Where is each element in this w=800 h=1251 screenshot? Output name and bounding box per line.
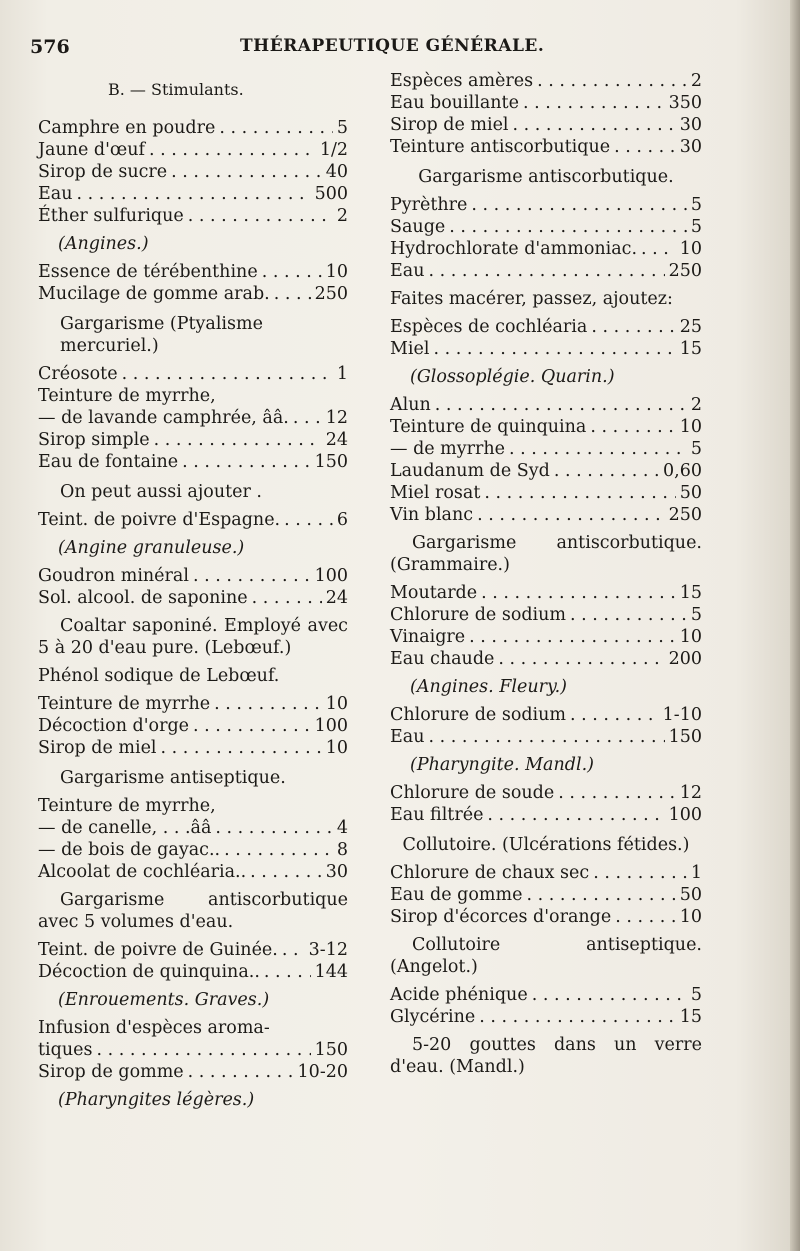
leader-dots — [523, 92, 665, 114]
ingredient-quantity: 25 — [679, 317, 702, 337]
ingredient-quantity: 12 — [325, 408, 348, 428]
leader-dots — [570, 704, 659, 726]
ingredient-row — [38, 205, 348, 227]
ingredient-quantity: 5 — [690, 217, 702, 237]
leader-dots — [469, 626, 676, 648]
ingredient-row — [38, 161, 348, 183]
ingredient-quantity: 100 — [314, 566, 348, 586]
leader-dots — [282, 939, 305, 961]
ingredient-name: Décoction de quinquina.. — [38, 962, 260, 982]
ingredient-row — [38, 587, 348, 609]
ingredient-row — [390, 604, 702, 626]
leader-dots — [558, 782, 676, 804]
ingredient-name: Alun — [390, 395, 431, 415]
ingredient-name: Sirop de miel — [38, 738, 157, 758]
leader-dots — [477, 504, 665, 526]
ingredient-name: Sol. alcool. de saponine — [38, 588, 248, 608]
recipe-heading: Gargarisme antiscorbutique. — [418, 167, 674, 187]
ingredient-quantity: 5 — [690, 439, 702, 459]
ingredient-quantity: 50 — [679, 483, 702, 503]
ingredient-row — [38, 183, 348, 205]
recipe-list — [390, 316, 702, 360]
ingredient-quantity: 250 — [668, 261, 702, 281]
leader-dots — [219, 117, 333, 139]
ingredient-quantity: 250 — [314, 284, 348, 304]
ingredient-row — [38, 139, 348, 161]
leader-dots — [154, 429, 322, 451]
ingredient-row — [38, 565, 348, 587]
ingredient-name: Eau de gomme — [390, 885, 523, 905]
ingredient-name: Sirop d'écorces d'orange — [390, 907, 612, 927]
leader-dots — [591, 316, 675, 338]
ingredient-quantity: 6 — [336, 510, 348, 530]
ingredient-quantity: 144 — [314, 962, 348, 982]
leader-dots — [122, 363, 333, 385]
ingredient-name: Teinture de myrrhe, — [38, 386, 216, 406]
ingredient-name: Hydrochlorate d'ammoniac. — [390, 239, 638, 259]
ingredient-quantity: 30 — [325, 862, 348, 882]
ingredient-row — [390, 338, 702, 360]
recipe-list — [390, 782, 702, 826]
leader-dots — [513, 114, 676, 136]
leader-dots — [593, 862, 687, 884]
ingredient-row — [38, 817, 348, 839]
ingredient-row — [390, 862, 702, 884]
leader-dots — [214, 693, 322, 715]
ingredient-quantity: 12 — [679, 783, 702, 803]
ingredient-name: Glycérine — [390, 1007, 476, 1027]
ingredient-name: Sirop de sucre — [38, 162, 168, 182]
ingredient-row — [390, 416, 702, 438]
ingredient-row — [390, 238, 702, 260]
page-number: 576 — [30, 36, 70, 58]
recipe-paragraph: Coaltar saponiné. Employé avec 5 à 20 d'eau pure. (Lebœuf.) — [38, 616, 348, 658]
leader-dots — [484, 482, 675, 504]
ingredient-quantity: 50 — [679, 885, 702, 905]
ingredient-quantity: 24 — [325, 588, 348, 608]
ingredient-row — [390, 648, 702, 670]
ingredient-row — [38, 839, 348, 861]
leader-dots — [614, 136, 676, 158]
ingredient-quantity: 24 — [325, 430, 348, 450]
leader-dots — [193, 715, 311, 737]
ingredient-row — [38, 363, 348, 385]
ingredient-row — [390, 804, 702, 826]
leader-dots — [481, 582, 676, 604]
ingredient-quantity: 1/2 — [319, 140, 348, 160]
ingredient-row — [38, 939, 348, 961]
indication-note: (Glossoplégie. Quarin.) — [410, 367, 615, 387]
recipe-list — [390, 862, 702, 928]
ingredient-name: Miel rosat — [390, 483, 481, 503]
ingredient-row — [390, 482, 702, 504]
leader-dots — [262, 261, 322, 283]
ingredient-name: Eau chaude — [390, 649, 495, 669]
ingredient-row — [38, 261, 348, 283]
leader-dots — [532, 984, 687, 1006]
ingredient-name: Sauge — [390, 217, 446, 237]
ingredient-name: Teinture de myrrhe — [38, 694, 211, 714]
ingredient-quantity: 10 — [679, 417, 702, 437]
indication-note: (Angines.) — [58, 234, 149, 254]
leader-dots — [224, 839, 333, 861]
ingredient-name: Eau — [390, 261, 425, 281]
ingredient-row — [390, 704, 702, 726]
leader-dots — [570, 604, 687, 626]
left-column — [38, 70, 348, 1117]
recipe-list — [38, 795, 348, 883]
leader-dots — [471, 194, 686, 216]
ingredient-row — [38, 283, 348, 305]
ingredient-quantity: 150 — [314, 452, 348, 472]
ingredient-name: Eau de fontaine — [38, 452, 179, 472]
ingredient-name: tiques — [38, 1040, 93, 1060]
leader-dots — [76, 183, 310, 205]
ingredient-name: Eau — [390, 727, 425, 747]
ingredient-row — [38, 737, 348, 759]
leader-dots — [274, 283, 311, 305]
recipe-list — [38, 939, 348, 983]
leader-dots — [554, 460, 659, 482]
ingredient-row — [390, 984, 702, 1006]
ingredient-quantity: 5 — [690, 195, 702, 215]
running-head: THÉRAPEUTIQUE GÉNÉRALE. — [240, 36, 545, 56]
ingredient-row — [390, 260, 702, 282]
leader-dots — [182, 451, 310, 473]
leader-dots — [284, 509, 333, 531]
ingredient-quantity: 150 — [668, 727, 702, 747]
ingredient-name: Chlorure de sodium — [390, 705, 567, 725]
ingredient-name: Acide phénique — [390, 985, 528, 1005]
leader-dots — [293, 407, 322, 429]
leader-dots — [161, 737, 322, 759]
leader-dots — [250, 861, 322, 883]
ingredient-row — [390, 394, 702, 416]
page-edge — [790, 0, 800, 1251]
ingredient-quantity: 10 — [679, 907, 702, 927]
ingredient-quantity: 5 — [336, 118, 348, 138]
ingredient-name: Eau filtrée — [390, 805, 484, 825]
recipe-heading: Collutoire antiseptique. (Angelot.) — [390, 935, 702, 977]
recipe-heading: Gargarisme antiscorbutique. (Grammaire.) — [390, 533, 702, 575]
ingredient-name: Décoction d'orge — [38, 716, 189, 736]
ingredient-name: Goudron minéral — [38, 566, 189, 586]
leader-dots — [149, 139, 316, 161]
recipe-list — [38, 1017, 348, 1083]
ingredient-name: — de lavande camphrée, ââ. — [38, 408, 289, 428]
ingredient-row — [390, 114, 702, 136]
leader-dots — [215, 817, 332, 839]
ingredient-name: Jaune d'œuf — [38, 140, 145, 160]
ingredient-quantity: 1 — [336, 364, 348, 384]
ingredient-quantity: 2 — [690, 395, 702, 415]
ingredient-name: Chlorure de soude — [390, 783, 555, 803]
leader-dots — [428, 726, 664, 748]
ingredient-row — [390, 194, 702, 216]
recipe-heading: Gargarisme (Ptyalisme mercuriel.) — [60, 314, 263, 356]
recipe-list — [38, 565, 348, 609]
ingredient-name: Vin blanc — [390, 505, 474, 525]
ingredient-name: Chlorure de chaux sec — [390, 863, 590, 883]
ingredient-row — [390, 782, 702, 804]
ingredient-quantity: 15 — [679, 1007, 702, 1027]
ingredient-quantity: 5 — [690, 985, 702, 1005]
ingredient-quantity: 10 — [679, 627, 702, 647]
recipe-paragraph: Faites macérer, passez, ajoutez: — [390, 289, 673, 309]
ingredient-name: Espèces amères — [390, 71, 534, 91]
recipe-list — [390, 70, 702, 158]
ingredient-quantity: 15 — [679, 339, 702, 359]
ingredient-row — [390, 316, 702, 338]
ingredient-row — [390, 726, 702, 748]
ingredient-row — [38, 509, 348, 531]
leader-dots — [252, 587, 322, 609]
ingredient-name: Sirop de miel — [390, 115, 509, 135]
recipe-list — [38, 363, 348, 473]
ingredient-row — [38, 715, 348, 737]
ingredient-quantity: 40 — [325, 162, 348, 182]
ingredient-quantity: 30 — [679, 137, 702, 157]
leader-dots — [433, 338, 675, 360]
ingredient-quantity: 2 — [690, 71, 702, 91]
ingredient-quantity: 5 — [690, 605, 702, 625]
ingredient-quantity: 10-20 — [297, 1062, 348, 1082]
ingredient-row — [390, 92, 702, 114]
ingredient-row — [38, 1039, 348, 1061]
ingredient-quantity: 15 — [679, 583, 702, 603]
ingredient-name: Créosote — [38, 364, 118, 384]
right-column — [390, 70, 702, 1084]
ingredient-quantity: 200 — [668, 649, 702, 669]
ingredient-quantity: 1 — [690, 863, 702, 883]
recipe-heading: On peut aussi ajouter . — [60, 482, 262, 502]
ingredient-row — [390, 906, 702, 928]
leader-dots — [590, 416, 675, 438]
recipe-list — [38, 261, 348, 305]
ingredient-row — [390, 504, 702, 526]
leader-dots — [615, 906, 676, 928]
ingredient-row — [38, 1017, 348, 1039]
ingredient-name: Éther sulfurique — [38, 206, 184, 226]
ingredient-name: Eau bouillante — [390, 93, 519, 113]
ingredient-row — [390, 460, 702, 482]
ingredient-quantity: 0,60 — [663, 461, 702, 481]
leader-dots — [188, 1061, 294, 1083]
ingredient-quantity: 8 — [336, 840, 348, 860]
leader-dots — [449, 216, 687, 238]
ingredient-row — [390, 884, 702, 906]
ingredient-quantity: 10 — [325, 262, 348, 282]
ingredient-name: Teint. de poivre de Guinée. — [38, 940, 278, 960]
ingredient-name: Sirop simple — [38, 430, 150, 450]
recipe-heading: Gargarisme antiseptique. — [60, 768, 286, 788]
ingredient-name: Vinaigre — [390, 627, 466, 647]
indication-note: (Enrouements. Graves.) — [58, 990, 270, 1010]
ingredient-row — [390, 582, 702, 604]
leader-dots — [428, 260, 664, 282]
ingredient-name: Espèces de cochléaria — [390, 317, 588, 337]
ingredient-quantity: 500 — [314, 184, 348, 204]
indication-note: (Pharyngite. Mandl.) — [410, 755, 594, 775]
recipe-list — [390, 704, 702, 748]
leader-dots — [193, 565, 311, 587]
recipe-paragraph: Phénol sodique de Lebœuf. — [38, 666, 280, 686]
indication-note: (Angines. Fleury.) — [410, 677, 567, 697]
ingredient-row — [38, 451, 348, 473]
ingredient-name: Eau — [38, 184, 73, 204]
ingredient-quantity: 4 — [336, 818, 348, 838]
ingredient-row — [390, 1006, 702, 1028]
recipe-list — [390, 394, 702, 526]
ingredient-row — [38, 961, 348, 983]
leader-dots — [498, 648, 664, 670]
ingredient-name: Chlorure de sodium — [390, 605, 567, 625]
leader-dots — [435, 394, 687, 416]
ingredient-name: Pyrèthre — [390, 195, 468, 215]
ingredient-quantity: 250 — [668, 505, 702, 525]
ingredient-row — [38, 861, 348, 883]
ingredient-name: Camphre en poudre — [38, 118, 216, 138]
ingredient-name: — de canelle, . . .ââ — [38, 818, 212, 838]
leader-dots — [96, 1039, 310, 1061]
ingredient-row — [38, 1061, 348, 1083]
recipe-paragraph: Gargarisme antiscorbutique avec 5 volumes d'eau. — [38, 890, 348, 932]
ingredient-name: — de bois de gayac.. — [38, 840, 221, 860]
ingredient-name: — de myrrhe — [390, 439, 506, 459]
leader-dots — [479, 1006, 676, 1028]
ingredient-quantity: 150 — [314, 1040, 348, 1060]
ingredient-row — [390, 438, 702, 460]
ingredient-quantity: 100 — [668, 805, 702, 825]
ingredient-name: Laudanum de Syd — [390, 461, 550, 481]
leader-dots — [188, 205, 333, 227]
recipe-list — [38, 117, 348, 227]
recipe-list — [390, 194, 702, 282]
leader-dots — [641, 238, 676, 260]
ingredient-row — [390, 136, 702, 158]
ingredient-row — [390, 216, 702, 238]
leader-dots — [264, 961, 311, 983]
ingredient-row — [38, 385, 348, 407]
recipe-list — [390, 582, 702, 670]
ingredient-quantity: 1-10 — [662, 705, 702, 725]
ingredient-name: Teinture antiscorbutique — [390, 137, 611, 157]
ingredient-row — [38, 407, 348, 429]
ingredient-name: Teinture de myrrhe, — [38, 796, 216, 816]
ingredient-quantity: 350 — [668, 93, 702, 113]
recipe-list — [390, 984, 702, 1028]
section-heading: B. — Stimulants. — [108, 80, 244, 99]
ingredient-quantity: 10 — [325, 694, 348, 714]
recipe-paragraph: 5-20 gouttes dans un verre d'eau. (Mandl.) — [390, 1035, 702, 1077]
ingredient-row — [38, 429, 348, 451]
leader-dots — [537, 70, 687, 92]
ingredient-name: Teinture de quinquina — [390, 417, 587, 437]
ingredient-quantity: 30 — [679, 115, 702, 135]
ingredient-row — [38, 795, 348, 817]
ingredient-name: Alcoolat de cochléaria.. — [38, 862, 247, 882]
recipe-list — [38, 509, 348, 531]
ingredient-name: Essence de térébenthine — [38, 262, 258, 282]
leader-dots — [509, 438, 687, 460]
indication-note: (Angine granuleuse.) — [58, 538, 245, 558]
ingredient-row — [38, 693, 348, 715]
ingredient-name: Moutarde — [390, 583, 478, 603]
ingredient-quantity: 100 — [314, 716, 348, 736]
ingredient-row — [390, 626, 702, 648]
leader-dots — [487, 804, 664, 826]
indication-note: (Pharyngites légères.) — [58, 1090, 255, 1110]
ingredient-name: Teint. de poivre d'Espagne. — [38, 510, 281, 530]
ingredient-quantity: 10 — [325, 738, 348, 758]
leader-dots — [171, 161, 322, 183]
recipe-list — [38, 693, 348, 759]
ingredient-row — [38, 117, 348, 139]
ingredient-name: Infusion d'espèces aroma- — [38, 1018, 270, 1038]
ingredient-name: Sirop de gomme — [38, 1062, 184, 1082]
ingredient-name: Miel — [390, 339, 430, 359]
ingredient-quantity: 10 — [679, 239, 702, 259]
leader-dots — [526, 884, 675, 906]
ingredient-row — [390, 70, 702, 92]
ingredient-name: Mucilage de gomme arab. — [38, 284, 270, 304]
ingredient-quantity: 2 — [336, 206, 348, 226]
recipe-heading: Collutoire. (Ulcérations fétides.) — [402, 835, 690, 855]
ingredient-quantity: 3-12 — [308, 940, 348, 960]
